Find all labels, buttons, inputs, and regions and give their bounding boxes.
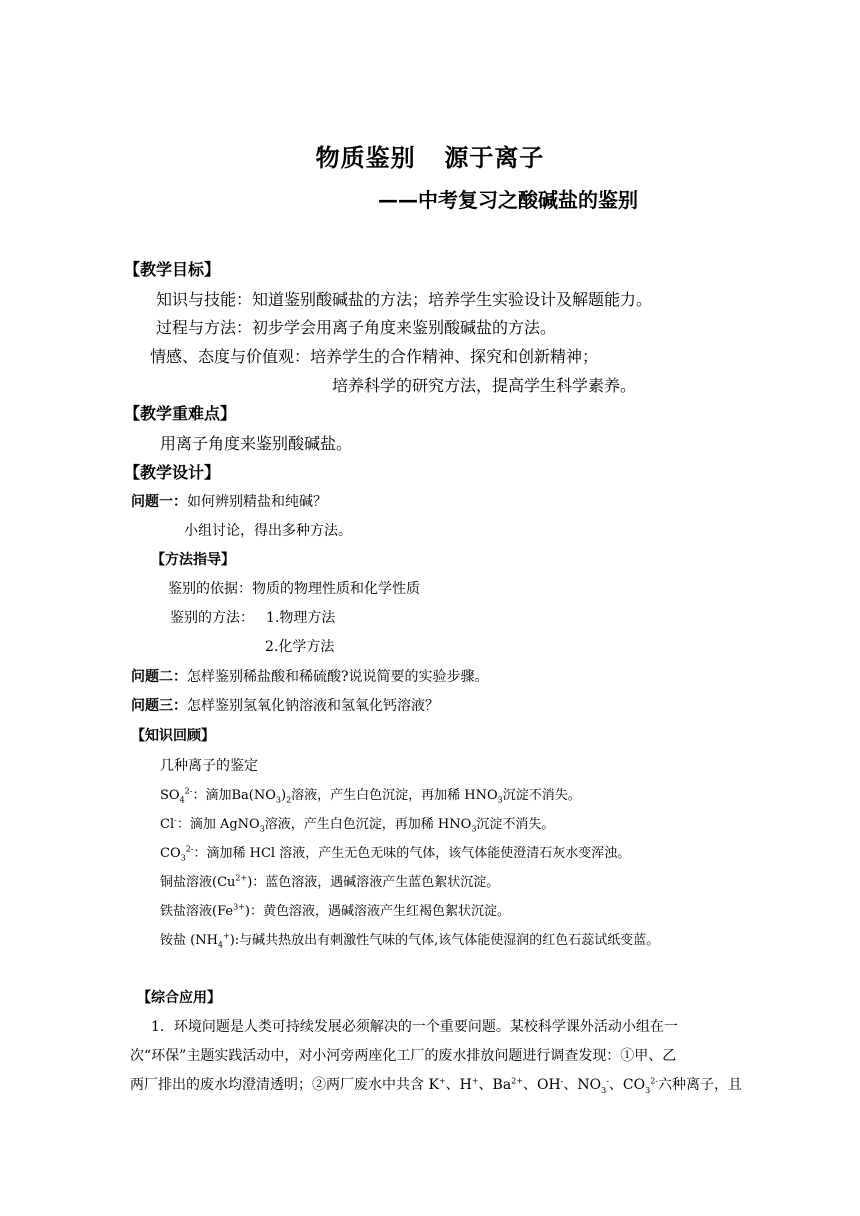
question-3-text: 怎样鉴别氢氧化钠溶液和氢氧化钙溶液？ [187, 698, 439, 714]
question-2-label: 问题二： [131, 669, 187, 685]
ion-charge: 2+ [511, 1076, 523, 1086]
apply-paragraph-line-3 [130, 1076, 742, 1095]
ion-charge: 2+ [235, 873, 248, 883]
ion-text: ：滴加 AgNO [176, 817, 260, 832]
question-1-text: 如何辨别精盐和纯碱？ [187, 494, 327, 510]
ion-text: 铵盐 (NH [160, 933, 218, 948]
ion-text: ：滴加Ba(NO [192, 788, 276, 803]
ion-charge: - [560, 1076, 564, 1086]
ion-charge: + [438, 1076, 446, 1086]
question-2 [131, 670, 489, 684]
apply-paragraph-line-2: 次“环保”主题实践活动中，对小河旁两座化工厂的废水排放问题进行调查发现：①甲、乙 [130, 1048, 677, 1064]
ion-text: 铁盐溶液(Fe [160, 904, 234, 919]
ion-subscript: 3 [180, 853, 186, 863]
apply-paragraph-line-1: 1．环境问题是人类可持续发展必须解决的一个重要问题。某校科学课外活动小组在一 [151, 1019, 678, 1035]
para-text: 、CO [608, 1077, 646, 1093]
key-text: 用离子角度来鉴别酸碱盐。 [160, 434, 353, 453]
para-text: 六种离子，且 [658, 1077, 742, 1093]
methods-label: 鉴别的方法： [170, 610, 254, 626]
question-1-label: 问题一： [131, 494, 187, 510]
ion-name: CO [160, 846, 181, 861]
ion-sulfate [160, 786, 581, 805]
ion-subscript: 3 [497, 795, 503, 805]
ion-charge: + [471, 1076, 479, 1086]
ion-subscript: 4 [179, 795, 185, 805]
ion-subscript: 2 [286, 795, 292, 805]
page-title [0, 146, 860, 170]
question-1-discussion: 小组讨论，得出多种方法。 [184, 523, 352, 539]
ion-copper [160, 873, 500, 890]
ion-text: 溶液，产生白色沉淀，再加稀 HNO [291, 788, 498, 803]
identification-basis: 鉴别的依据：物质的物理性质和化学性质 [168, 581, 420, 597]
ion-text: 沉淀不消失。 [502, 788, 581, 803]
ion-text: ) [280, 788, 287, 803]
goal-knowledge: 知识与技能：知道鉴别酸碱盐的方法；培养学生实验设计及解题能力。 [156, 290, 653, 309]
ion-text: 沉淀不消失。 [476, 817, 555, 832]
para-text: 、H [445, 1077, 472, 1093]
para-text: 、Ba [478, 1077, 512, 1093]
review-intro: 几种离子的鉴定 [160, 758, 258, 774]
para-text: 、OH [522, 1077, 561, 1093]
ion-charge: 3+ [233, 902, 245, 912]
method-heading: 【方法指导】 [151, 552, 235, 568]
ion-subscript: 3 [259, 824, 265, 834]
question-2-text: 怎样鉴别稀盐酸和稀硫酸?说说简要的实验步骤。 [187, 669, 489, 685]
ion-charge: - [606, 1076, 609, 1086]
para-text: 两厂排出的废水均澄清透明；②两厂废水中共含 K [130, 1077, 439, 1093]
ion-iron [160, 902, 510, 919]
ion-text: )：黄色溶液，遇碱溶液产生红褐色絮状沉淀。 [244, 904, 510, 919]
goal-emotion-2: 培养科学的研究方法，提高学生科学素养。 [332, 376, 637, 395]
goals-heading: 【教学目标】 [124, 260, 221, 279]
method-physical: 1.物理方法 [266, 610, 336, 626]
ion-charge: + [223, 931, 230, 941]
key-heading: 【教学重难点】 [124, 404, 237, 423]
ion-subscript: 3 [471, 824, 477, 834]
ion-text: 铜盐溶液(Cu [160, 875, 236, 890]
ion-charge: 2- [184, 786, 193, 796]
ion-ammonium [160, 931, 660, 950]
method-chemical: 2.化学方法 [265, 639, 335, 655]
title-sub: 源于离子 [444, 144, 545, 172]
page-subtitle: ——中考复习之酸碱盐的鉴别 [378, 188, 638, 212]
ion-text: ):与碱共热放出有刺激性气味的气体,该气体能使湿润的红色石蕊试纸变蓝。 [229, 933, 660, 948]
ion-charge: 2- [650, 1076, 658, 1086]
ion-name: Cl [160, 817, 175, 832]
ion-subscript: 3 [645, 1085, 651, 1095]
review-heading: 【知识回顾】 [131, 728, 215, 744]
question-3 [131, 699, 439, 713]
goal-process: 过程与方法：初步学会用离子角度来鉴别酸碱盐的方法。 [156, 318, 557, 337]
ion-name: SO [160, 788, 180, 803]
para-text: 、NO [563, 1077, 602, 1093]
question-3-label: 问题三： [131, 698, 187, 714]
question-1 [131, 495, 327, 509]
ion-carbonate [160, 844, 631, 863]
apply-heading: 【综合应用】 [137, 990, 221, 1006]
ion-text: )：蓝色溶液，遇碱溶液产生蓝色絮状沉淀。 [247, 875, 500, 890]
title-main: 物质鉴别 [315, 144, 416, 172]
ion-text: 溶液，产生白色沉淀，再加稀 HNO [264, 817, 472, 832]
ion-subscript: 3 [601, 1085, 607, 1095]
ion-subscript: 3 [275, 795, 281, 805]
ion-charge: - [174, 815, 177, 825]
ion-subscript: 4 [217, 940, 224, 950]
goal-emotion: 情感、态度与价值观：培养学生的合作精神、探究和创新精神； [150, 347, 599, 366]
identification-methods [170, 611, 335, 625]
ion-text: ：滴加稀 HCl 溶液，产生无色无味的气体，该气体能使澄清石灰水变浑浊。 [193, 846, 631, 861]
design-heading: 【教学设计】 [124, 463, 221, 482]
ion-charge: 2- [185, 844, 194, 854]
ion-chloride [160, 815, 555, 834]
